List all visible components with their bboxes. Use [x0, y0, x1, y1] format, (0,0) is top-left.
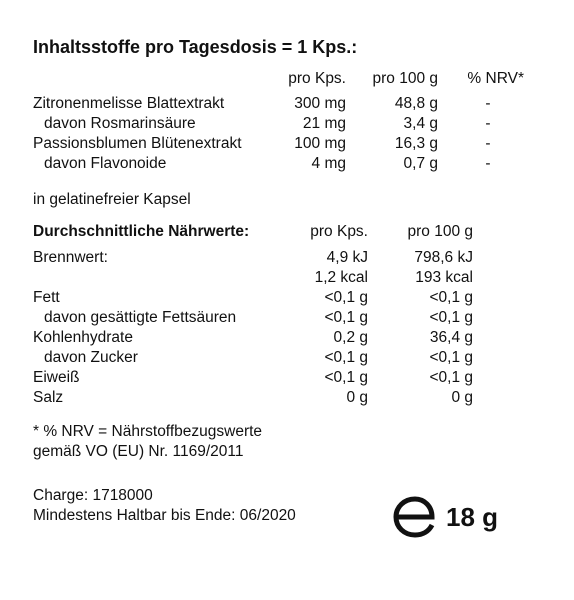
- ingredient-per-100g: 48,8 g: [394, 95, 438, 112]
- nutrition-per-caps: 1,2 kcal: [314, 269, 368, 286]
- ingredient-nrv: -: [485, 135, 491, 152]
- ingredient-per-100g: 3,4 g: [403, 115, 438, 132]
- charge-number: Charge: 1718000: [33, 487, 153, 504]
- ingredient-name: davon Flavonoide: [44, 155, 167, 172]
- nutrition-per-100g: <0,1 g: [429, 289, 473, 306]
- e-mark-icon: [392, 494, 438, 540]
- nutrition-per-100g: 193 kcal: [415, 269, 473, 286]
- ingredient-per-caps: 300 mg: [294, 95, 346, 112]
- best-before-date: Mindestens Haltbar bis Ende: 06/2020: [33, 507, 296, 524]
- nutrition-name: Eiweiß: [33, 369, 80, 386]
- nutrition-per-caps: <0,1 g: [324, 369, 368, 386]
- nutrition-per-100g: 798,6 kJ: [414, 249, 473, 266]
- nutrition-name: Kohlenhydrate: [33, 329, 133, 346]
- ingredient-per-100g: 16,3 g: [394, 135, 438, 152]
- ingredients-header-per-100g: pro 100 g: [372, 70, 438, 87]
- nutrition-name: Brennwert:: [33, 249, 108, 266]
- nutrition-per-caps: <0,1 g: [324, 309, 368, 326]
- nutrition-per-100g: <0,1 g: [429, 369, 473, 386]
- ingredient-name: davon Rosmarinsäure: [44, 115, 196, 132]
- net-weight: 18 g: [446, 502, 499, 532]
- page-title: Inhaltsstoffe pro Tagesdosis = 1 Kps.:: [33, 37, 358, 57]
- nutrition-heading: Durchschnittliche Nährwerte:: [33, 223, 250, 240]
- nutrition-header-per-100g: pro 100 g: [407, 223, 473, 240]
- ingredients-header-nrv: % NRV*: [467, 70, 524, 87]
- nutrition-per-100g: <0,1 g: [429, 349, 473, 366]
- ingredient-per-caps: 21 mg: [302, 115, 346, 132]
- nutrition-per-caps: 0,2 g: [333, 329, 368, 346]
- nutrition-name: davon gesättigte Fettsäuren: [44, 309, 237, 326]
- ingredient-nrv: -: [485, 155, 491, 172]
- ingredient-per-caps: 100 mg: [294, 135, 346, 152]
- nutrition-per-100g: <0,1 g: [429, 309, 473, 326]
- ingredient-nrv: -: [485, 95, 491, 112]
- ingredients-header-per-caps: pro Kps.: [288, 70, 346, 87]
- nutrition-per-caps: 4,9 kJ: [326, 249, 368, 266]
- footnote-line-1: * % NRV = Nährstoffbezugswerte: [33, 423, 263, 440]
- nutrition-per-caps: <0,1 g: [324, 349, 368, 366]
- nutrition-per-caps: <0,1 g: [324, 289, 368, 306]
- nutrition-header-per-caps: pro Kps.: [310, 223, 368, 240]
- nutrition-per-100g: 36,4 g: [429, 329, 473, 346]
- ingredient-per-caps: 4 mg: [311, 155, 346, 172]
- ingredient-nrv: -: [485, 115, 491, 132]
- nutrition-per-caps: 0 g: [346, 389, 368, 406]
- ingredient-name: Passionsblumen Blütenextrakt: [33, 135, 242, 152]
- nutrition-per-100g: 0 g: [451, 389, 473, 406]
- nutrition-name: davon Zucker: [44, 349, 138, 366]
- ingredient-name: Zitronenmelisse Blattextrakt: [33, 95, 225, 112]
- capsule-note: in gelatinefreier Kapsel: [33, 191, 191, 208]
- footnote-line-2: gemäß VO (EU) Nr. 1169/2011: [33, 443, 244, 460]
- ingredient-per-100g: 0,7 g: [403, 155, 438, 172]
- nutrition-name: Salz: [33, 389, 64, 406]
- nutrition-name: Fett: [33, 289, 60, 306]
